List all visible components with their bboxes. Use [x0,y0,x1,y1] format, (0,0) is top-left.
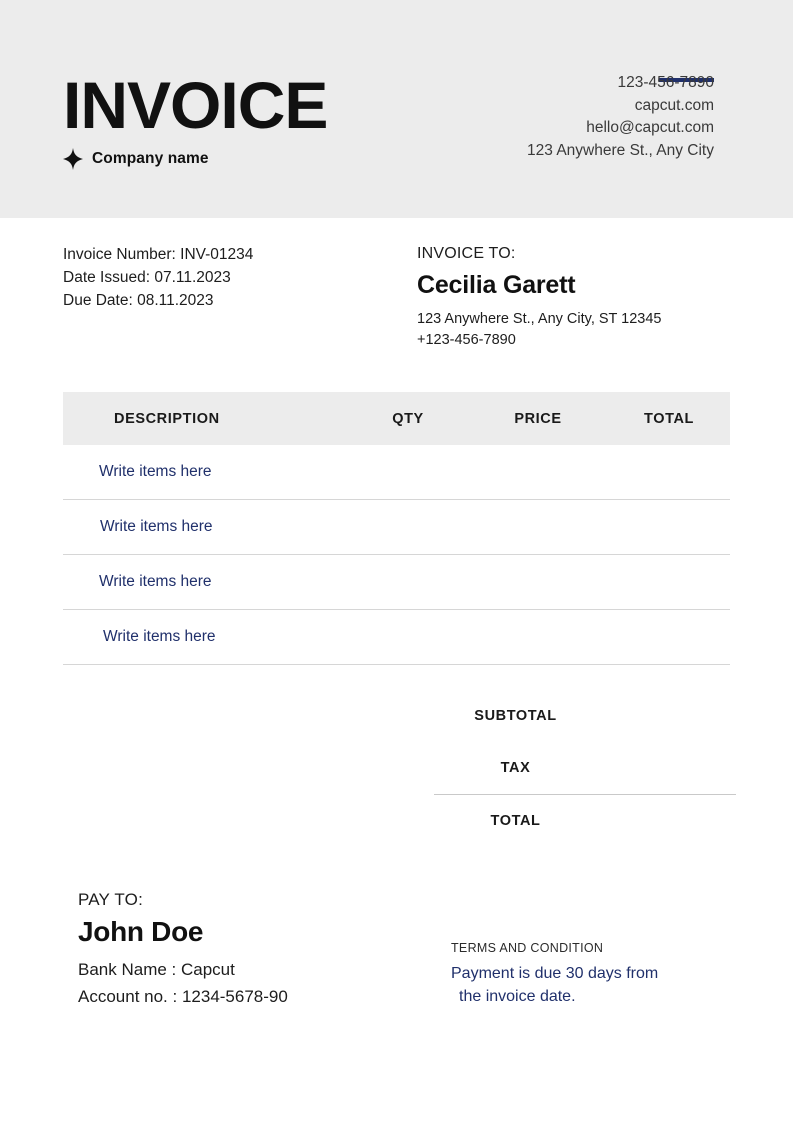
terms-label: TERMS AND CONDITION [451,941,604,955]
totals-row-tax [434,742,736,795]
totals-row-subtotal [434,690,736,742]
table-header-row [63,392,730,445]
table-row[interactable] [63,445,730,500]
table-row[interactable] [63,555,730,610]
cell-description[interactable]: Write items here [100,518,213,535]
terms-line-2: the invoice date. [459,988,576,1005]
bill-to-address: 123 Anywhere St., Any City, ST 12345 [417,311,662,327]
due-date: Due Date: 08.11.2023 [63,292,214,309]
column-header-total: TOTAL [644,410,694,427]
contact-website: capcut.com [634,96,714,114]
pay-to-bank-name: Bank Name : Capcut [78,960,235,979]
table-row[interactable] [63,610,730,665]
contact-email: hello@capcut.com [586,119,714,136]
cell-description[interactable]: Write items here [99,573,212,590]
invoice-number: Invoice Number: INV-01234 [63,246,254,263]
cell-description[interactable]: Write items here [99,463,212,480]
sparkle-icon [63,148,83,170]
header-band [0,0,793,218]
totals-block [434,690,736,847]
pay-to-label: PAY TO: [78,890,144,909]
total-label: TOTAL [490,813,541,829]
invoice-meta [63,243,253,312]
bill-to-label: INVOICE TO: [417,245,516,262]
subtotal-label: SUBTOTAL [474,708,557,724]
tax-label: TAX [500,760,531,776]
pay-to-block [78,890,288,1010]
terms-line-1: Payment is due 30 days from [451,965,659,982]
bill-to-phone: +123-456-7890 [417,331,516,348]
totals-row-total [434,795,736,847]
pay-to-name: John Doe [78,916,204,947]
contact-phone: 123-456-7890 [617,74,714,91]
bill-to-block [417,245,662,350]
contact-address: 123 Anywhere St., Any City [527,141,714,159]
column-header-price: PRICE [514,410,562,427]
company-name: Company name [92,150,209,167]
header-contact-block [527,72,714,162]
terms-block [451,941,736,1008]
column-header-description: DESCRIPTION [114,410,220,427]
cell-description[interactable]: Write items here [103,628,216,645]
items-table [63,392,730,665]
table-row[interactable] [63,500,730,555]
pay-to-account-no: Account no. : 1234-5678-90 [78,987,288,1006]
column-header-qty: QTY [392,410,424,427]
date-issued: Date Issued: 07.11.2023 [63,269,231,286]
bill-to-name: Cecilia Garett [417,271,576,299]
company-logo-row [63,148,209,170]
page-title: INVOICE [63,68,328,142]
